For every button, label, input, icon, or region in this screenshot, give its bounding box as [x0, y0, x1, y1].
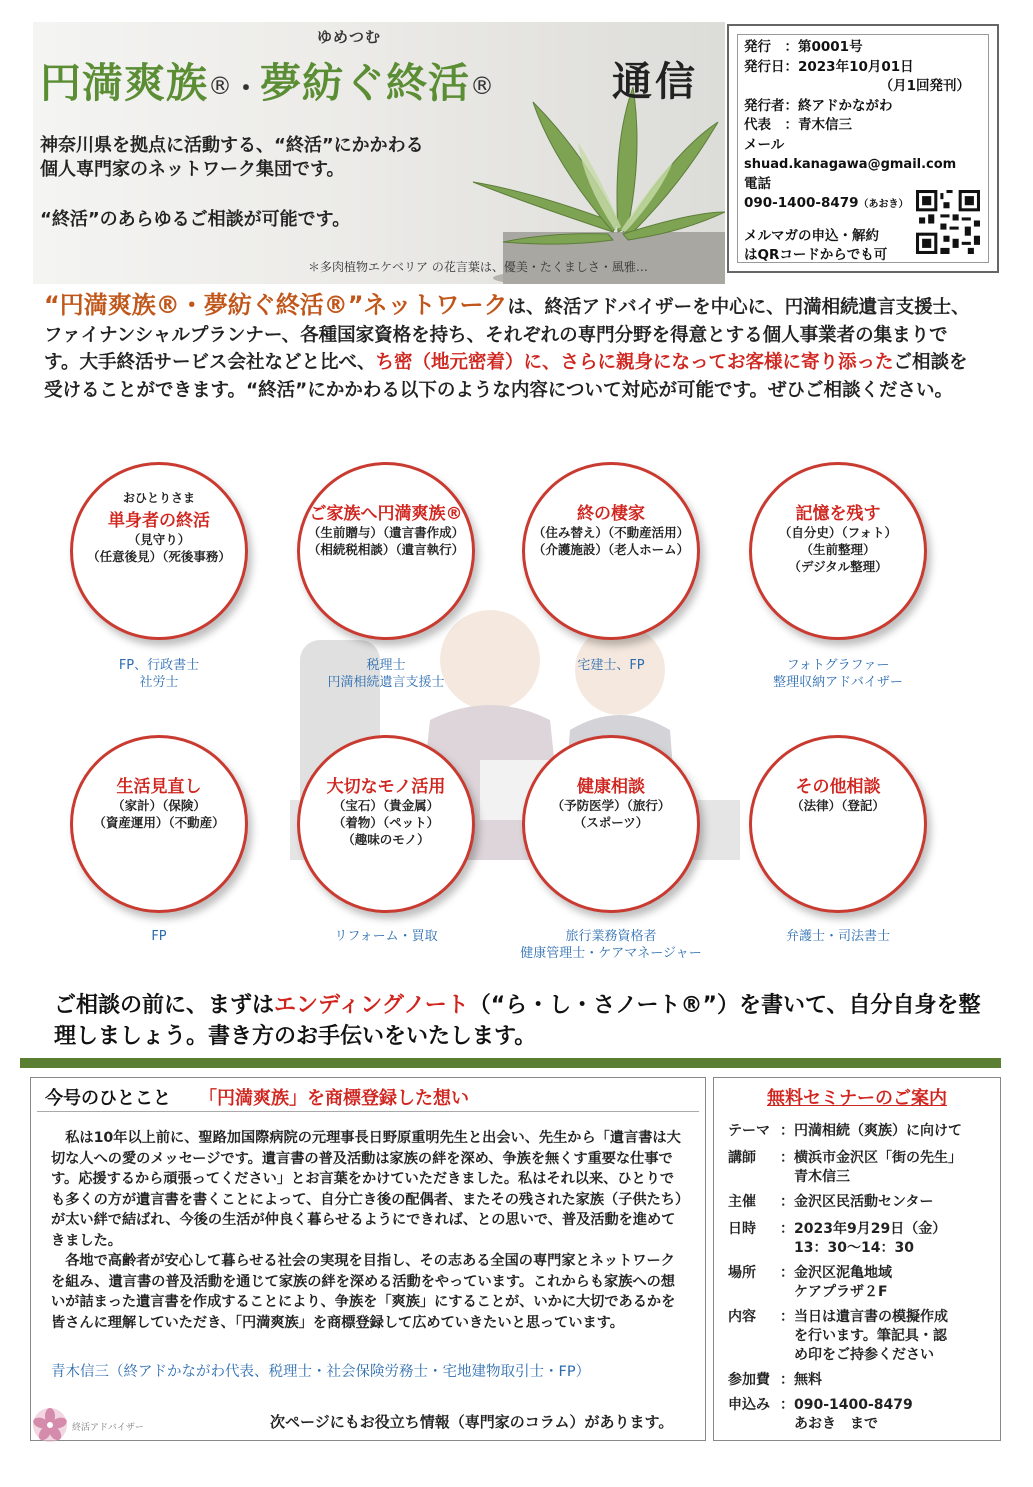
message-paragraph: 各地で高齢者が安心して暮らせる社会の実現を目指し、その志ある全国の専門家とネットワークを組み、遺言書の普及活動を通じて家族の絆を深める活動をやっています。これからも家族への想いが詰まった遺言書を作成することにより、争族を「爽族」にすることが、いかに大切であるかを皆さんに理解していただき、「円満爽族」を商標登録して広めていきたいと思っています。: [51, 1253, 676, 1331]
advisor-logo-icon: [30, 1405, 190, 1445]
seminar-value: ：横浜市金沢区「街の先生」 青木信三: [780, 1150, 962, 1185]
mail-address[interactable]: shuad.kanagawa@gmail.com: [744, 157, 957, 172]
message-box: [30, 1077, 706, 1441]
seminar-key: 主催: [728, 1194, 756, 1210]
mail-label: メール: [744, 136, 785, 153]
issue-frequency: （月1回発刊）: [879, 78, 970, 94]
message-signature: 青木信三（終アドかながわ代表、税理士・社会保険労務士・宅地建物取引士・FP）: [51, 1364, 591, 1380]
seminar-key: 日時: [728, 1221, 756, 1237]
service-circle: [749, 462, 927, 640]
seminar-row: [728, 1149, 992, 1187]
service-circle: [522, 735, 700, 913]
seminar-key: 内容: [728, 1309, 756, 1325]
service-items: （見守り） （任意後見）（死後事務）: [87, 532, 231, 564]
brand-dot: ・: [233, 74, 261, 104]
newsletter-label: 通信: [612, 59, 698, 105]
tel-label: 電話: [744, 175, 771, 192]
seminar-row: [728, 1308, 992, 1365]
service-circle: [749, 735, 927, 913]
message-heading: [45, 1084, 469, 1110]
brand-part2: 夢紡ぐ終活: [260, 59, 471, 107]
desc-text: ご相談を受けることができます。“終活”にかかわる以下のような内容について対応が可能です。ぜひご相談ください。: [44, 352, 968, 401]
next-page-note: 次ページにもお役立ち情報（専門家のコラム）があります。: [270, 1413, 674, 1431]
publisher: 発行者：終アドかながわ: [744, 97, 893, 114]
seminar-key: 申込み: [728, 1397, 770, 1413]
service-experts: フォトグラファー 整理収納アドバイザー: [773, 658, 903, 690]
service-items: （住み替え）（不動産活用） （介護施設）（老人ホーム）: [532, 525, 690, 557]
representative: 代表 ：青木信三: [744, 117, 852, 133]
seminar-key: 場所: [728, 1265, 756, 1281]
service-circle: [297, 735, 475, 913]
service-title: 生活見直し: [116, 777, 202, 797]
qr-code-icon[interactable]: [916, 190, 980, 254]
service-circle: [297, 462, 475, 640]
service-experts: 税理士 円満相続遺言支援士: [327, 658, 445, 690]
issue-date: 発行日：2023年10月01日: [744, 58, 914, 75]
service-experts: FP: [151, 929, 167, 944]
ending-note-emphasis: エンディングノート: [274, 993, 469, 1018]
service-experts: FP、行政書士 社労士: [118, 658, 200, 690]
photo-caption: ＊多肉植物エケベリア の花言葉は、優美・たくましさ・風雅…: [308, 260, 648, 274]
tel-value: 090-1400-8479: [744, 195, 859, 211]
issue-info: [737, 34, 989, 263]
seminar-title: 無料セミナーのご案内: [767, 1088, 947, 1109]
heading-rule: [37, 1111, 699, 1112]
brand-part1: 円満爽族: [40, 59, 208, 107]
ending-note-message: [54, 990, 984, 1052]
service-title: その他相談: [795, 777, 881, 797]
seminar-box: [713, 1077, 1001, 1441]
service-items: （自分史）（フォト） （生前整理） （デジタル整理）: [778, 525, 898, 574]
brand-ruby: ゆめつむ: [317, 28, 382, 46]
heading-label: 今号のひとこと: [45, 1088, 171, 1109]
seminar-value: ：円満相続（爽族）に向けて: [780, 1123, 962, 1139]
brand-title: [40, 50, 495, 109]
reg-mark: ®: [470, 72, 496, 100]
service-title: 大切なモノ活用: [326, 777, 446, 797]
service-items: （法律）（登記）: [791, 798, 885, 813]
service-experts: 旅行業務資格者 健康管理士・ケアマネージャー: [520, 929, 702, 961]
message-body: [51, 1128, 686, 1333]
ending-text: （“ら・し・さノート®”）を書いて、自分自身を整理しましょう。書き方のお手伝いをいたします。: [54, 993, 981, 1049]
seminar-details: [728, 1122, 992, 1440]
reg-mark: ®: [208, 72, 233, 100]
message-paragraph: 私は10年以上前に、聖路加国際病院の元理事長日野原重明先生と出会い、先生から「遺言書は大切な人への愛のメッセージです。遺言書の普及活動は家族の絆を深め、争族を無くす重要な仕事です。応援するから頑張ってください」とお言葉をかけていただきました。私はそれ以来、ひとりでも多くの方が遺言書を書くことによって、自分亡き後の配偶者、またその残された家族（子供たち）が太い絆で結ばれ、今後の生活が仲良く暮らせるようにできれば、との思いで、普及活動を進めてきました。: [51, 1130, 683, 1249]
section-divider: [20, 1058, 1001, 1068]
succulent-plant-image: [463, 82, 725, 284]
heading-topic: 「円満爽族」を商標登録した想い: [199, 1088, 469, 1109]
service-experts: 弁護士・司法書士: [785, 929, 890, 944]
seminar-key: テーマ: [728, 1123, 770, 1139]
intro-line: 個人専門家のネットワーク集団です。: [40, 159, 345, 180]
ending-text: ご相談の前に、まずは: [54, 993, 275, 1018]
desc-emphasis: ち密（地元密着）に、さらに親身になってお客様に寄り添った: [375, 352, 894, 373]
seminar-row: [728, 1264, 992, 1302]
network-description: [44, 292, 979, 404]
service-items: （家計）（保険） （資産運用）（不動産）: [93, 798, 225, 830]
intro-line: 神奈川県を拠点に活動する、“終活”にかかわる: [40, 135, 424, 156]
seminar-row: [728, 1371, 992, 1390]
tel-note: （あおき）: [858, 199, 909, 210]
service-items: （宝石）（貴金属） （着物）（ペット） （趣味のモノ）: [332, 798, 440, 847]
logo-text: 終活アドバイザー: [72, 1423, 144, 1433]
network-name: “円満爽族®・夢紡ぐ終活®”ネットワーク: [44, 291, 508, 319]
seminar-row: [728, 1122, 992, 1141]
service-title: ご家族へ円満爽族®: [309, 504, 463, 524]
seminar-row: [728, 1396, 992, 1434]
mailmag-line: はQRコードからでも可: [744, 247, 888, 263]
service-title: 健康相談: [577, 777, 645, 797]
service-experts: 宅建士、FP: [577, 658, 645, 673]
seminar-value: ：金沢区民活動センター: [780, 1194, 934, 1210]
seminar-key: 参加費: [728, 1372, 770, 1388]
issue-info-box: [727, 24, 999, 273]
service-circle: [70, 462, 248, 640]
issue-number: 発行 ：第0001号: [744, 39, 863, 55]
service-circle: [70, 735, 248, 913]
seminar-row: [728, 1220, 992, 1258]
intro-text: [40, 134, 510, 182]
service-items: （予防医学）（旅行） （スポーツ）: [551, 798, 671, 830]
seminar-value: ：無料: [780, 1372, 822, 1388]
intro-line: “終活”のあらゆるご相談が可能です。: [40, 209, 351, 230]
seminar-row: [728, 1193, 992, 1212]
seminar-value: ：2023年9月29日（金） 13：30～14：30: [780, 1221, 947, 1256]
service-items: （生前贈与）（遺言書作成） （相続税相談）（遺言執行）: [307, 525, 465, 557]
seminar-key: 講師: [728, 1150, 756, 1166]
service-experts: リフォーム・買取: [334, 929, 438, 944]
seminar-value: ：090-1400-8479 あおき まで: [780, 1397, 913, 1432]
seminar-value: ：金沢区泥亀地域 ケアプラザ２F: [780, 1265, 892, 1300]
seminar-value: ：当日は遺言書の模擬作成 を行います。筆記具・認 め印をご持参ください: [780, 1309, 948, 1363]
service-title: 記憶を残す: [795, 504, 881, 524]
desc-text: は、終活アドバイザーを中心に、円満相続遺言支援士、ファイナンシャルプランナー、各種国家資格を持ち、それぞれの専門分野を得意とする個人事業者の集まりです。大手終活サービス会社などと比べ、: [44, 297, 970, 373]
service-title: 単身者の終活: [108, 511, 210, 531]
service-pretitle: おひとりさま: [122, 491, 195, 505]
mailmag-line: メルマガの申込・解約: [744, 227, 879, 244]
service-circle: [522, 462, 700, 640]
service-title: 終の棲家: [577, 504, 645, 524]
